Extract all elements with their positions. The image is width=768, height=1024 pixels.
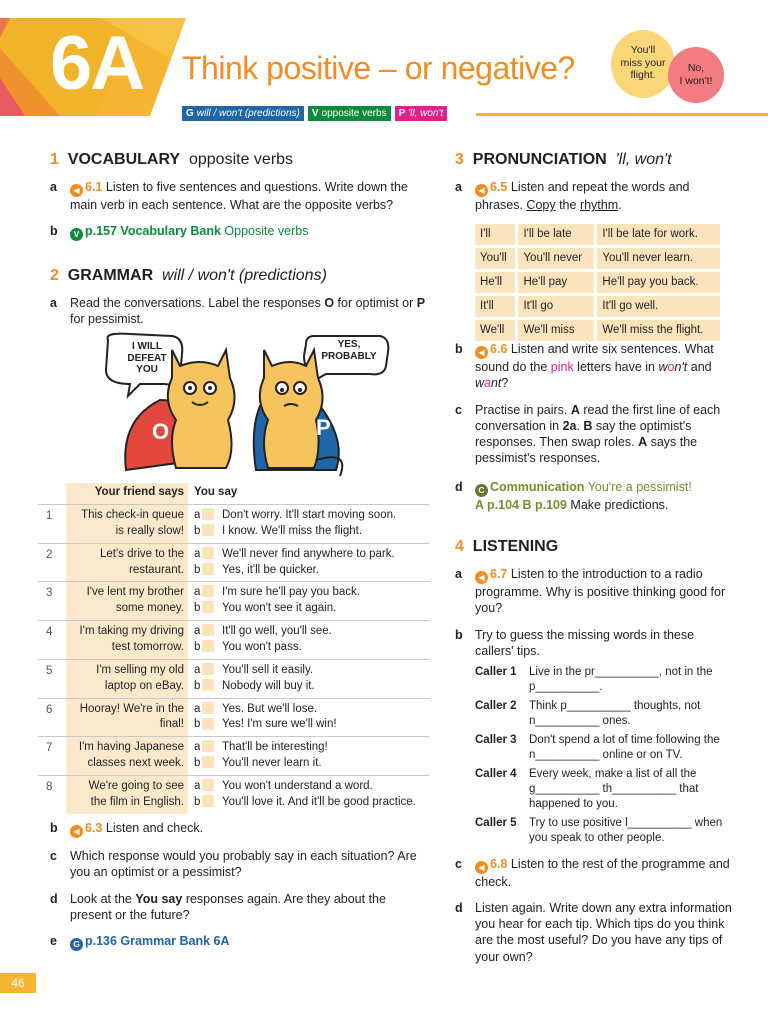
pron-cell: It'll go xyxy=(515,296,594,317)
pron-cell: It'll xyxy=(475,296,515,317)
table-row xyxy=(38,737,430,776)
vocabulary-bank-link[interactable]: p.157 Vocabulary Bank xyxy=(85,224,221,239)
cat-left-letter: O xyxy=(152,419,170,444)
answer-box-b[interactable] xyxy=(202,601,214,613)
page-number: 46 xyxy=(0,973,36,993)
caller-tip xyxy=(475,816,735,846)
conversations-table xyxy=(38,483,430,814)
option-letters: a b xyxy=(194,586,201,615)
exercise-3a: a ◀ 6.5 Listen and repeat the words and phrases. Copy the rhythm. xyxy=(455,180,690,213)
caller-text: Think p__________ thoughts, not n__________ ones. xyxy=(529,700,701,727)
answer-box-a[interactable] xyxy=(202,585,214,597)
pron-cell: We'll miss the flight. xyxy=(594,320,720,341)
audio-icon[interactable]: ◀ xyxy=(475,184,488,197)
caller-tip xyxy=(475,767,735,812)
option-letters: a b xyxy=(194,547,201,576)
friend-says: This check-in queue is really slow! xyxy=(66,504,188,543)
section-vocabulary xyxy=(50,150,430,241)
audio-icon[interactable]: ◀ xyxy=(475,571,488,584)
audio-icon[interactable]: ◀ xyxy=(70,825,83,838)
cat-right-letter: P xyxy=(316,415,331,440)
caller-text: Every week, make a list of all the g__________ th__________ that happened to you. xyxy=(529,767,699,810)
section-listening xyxy=(455,537,735,965)
answer-box-a[interactable] xyxy=(202,740,214,752)
caller-tip xyxy=(475,699,735,729)
responses: That'll be interesting! You'll never learn it. xyxy=(222,741,328,770)
caller-label: Caller 2 xyxy=(475,700,517,713)
grammar-bank-icon: G xyxy=(70,938,83,951)
answer-box-a[interactable] xyxy=(202,508,214,520)
row-number: 5 xyxy=(46,664,53,677)
answer-box-b[interactable] xyxy=(202,640,214,652)
friend-says: We're going to see the film in English. xyxy=(66,775,188,813)
responses: It'll go well, you'll see. You won't pass. xyxy=(222,625,332,653)
audio-track[interactable]: 6.7 xyxy=(490,567,508,582)
pronunciation-table xyxy=(475,221,720,344)
exercise-2e: e G p.136 Grammar Bank 6A xyxy=(50,934,230,949)
caller-label: Caller 4 xyxy=(475,767,517,780)
option-letters: a b xyxy=(194,663,201,692)
option-letters: a b xyxy=(194,625,201,653)
answer-boxes xyxy=(202,659,218,698)
row-number: 1 xyxy=(46,509,53,522)
exercise-2b: b ◀ 6.3 Listen and check. xyxy=(50,821,204,836)
audio-track[interactable]: 6.5 xyxy=(490,180,508,195)
section-pronunciation xyxy=(455,150,735,213)
section-heading: 1 VOCABULARY opposite verbs xyxy=(50,151,294,168)
column-header-friend: Your friend says xyxy=(66,483,188,504)
answer-boxes xyxy=(202,582,218,621)
pron-cell: He'll pay you back. xyxy=(594,272,720,293)
audio-track[interactable]: 6.3 xyxy=(85,821,103,835)
topic-tags xyxy=(182,106,447,121)
column-header-you: You say xyxy=(194,486,238,498)
option-letters: a b xyxy=(194,779,201,808)
grammar-bank-link[interactable]: p.136 Grammar Bank 6A xyxy=(85,934,230,948)
pron-cell: I'll be late xyxy=(515,224,594,245)
answer-box-b[interactable] xyxy=(202,718,214,730)
audio-icon[interactable]: ◀ xyxy=(475,346,488,359)
audio-track[interactable]: 6.6 xyxy=(490,342,508,356)
pron-cell: You'll never learn. xyxy=(594,248,720,269)
row-number: 2 xyxy=(46,548,53,561)
table-row xyxy=(38,621,430,660)
section-heading: 2 GRAMMAR will / won't (predictions) xyxy=(50,267,327,284)
friend-says: I'm taking my driving test tomorrow. xyxy=(66,621,188,660)
pron-cell: I'll xyxy=(475,224,515,245)
exercise-3c: c Practise in pairs. A read the first line of each conversation in 2a. B say the optimist's responses. Then swap roles. A says the pessimist's responses. xyxy=(455,402,721,466)
exercise-4b: b Try to guess the missing words in these callers' tips. xyxy=(455,627,695,658)
answer-boxes xyxy=(202,698,218,737)
answer-box-a[interactable] xyxy=(202,663,214,675)
pron-cell: He'll pay xyxy=(515,272,594,293)
option-letters: a b xyxy=(194,702,201,731)
communication-icon: C xyxy=(475,484,488,497)
exercise-4c: c ◀ 6.8 Listen to the rest of the programme and check. xyxy=(455,856,730,889)
unit-number: 6A xyxy=(50,21,144,106)
option-letters: a b xyxy=(194,741,201,770)
friend-says: I've lent my brother some money. xyxy=(66,582,188,621)
caller-tip xyxy=(475,733,735,763)
table-row xyxy=(38,659,430,698)
responses: I'm sure he'll pay you back. You won't see it again. xyxy=(222,586,360,615)
audio-icon[interactable]: ◀ xyxy=(475,861,488,874)
header-rule xyxy=(476,113,768,116)
exercise-2a: a Read the conversations. Label the responses O for optimist or P for pessimist. xyxy=(50,296,426,327)
audio-track[interactable]: 6.1 xyxy=(85,180,103,195)
pronunciation-tag: P 'll, won't xyxy=(395,106,448,121)
pron-cell: I'll be late for work. xyxy=(594,224,720,245)
table-row xyxy=(38,504,430,543)
exercise-1b: b V p.157 Vocabulary Bank Opposite verbs xyxy=(50,224,309,240)
caller-text: Don't spend a lot of time following the n__________ online or on TV. xyxy=(529,733,720,761)
cat-right-speech-text: YES, PROBABLY xyxy=(321,339,377,362)
pron-cell: He'll xyxy=(475,272,515,293)
answer-box-b[interactable] xyxy=(202,563,214,575)
pron-cell: You'll never xyxy=(515,248,594,269)
page-title: Think positive – or negative? xyxy=(182,50,575,86)
table-row xyxy=(38,582,430,621)
answer-box-b[interactable] xyxy=(202,524,214,536)
grammar-tag: G will / won't (predictions) xyxy=(182,106,304,121)
callers-list xyxy=(455,665,735,845)
exercise-3b: b ◀ 6.6 Listen and write six sentences. What sound do the pink letters have in won't and want? xyxy=(455,342,714,391)
section-heading: 4 LISTENING xyxy=(455,538,559,555)
exercise-2d: d Look at the You say responses again. Are they about the present or the future? xyxy=(50,891,386,922)
pron-cell: We'll miss xyxy=(515,320,594,341)
pron-row xyxy=(475,296,720,317)
exercise-3d: d C Communication You're a pessimist! A p.104 B p.109 Make predictions. xyxy=(455,479,692,512)
pron-row xyxy=(475,248,720,269)
responses: You'll sell it easily. Nobody will buy it. xyxy=(222,663,315,692)
answer-box-a[interactable] xyxy=(202,624,214,636)
caller-text: Try to use positive l__________ when you speak to other people. xyxy=(529,816,723,844)
responses: We'll never find anywhere to park. Yes, it'll be quicker. xyxy=(222,547,395,576)
responses: Yes. But we'll lose. Yes! I'm sure we'll win! xyxy=(222,702,337,731)
answer-box-b[interactable] xyxy=(202,679,214,691)
section-heading: 3 PRONUNCIATION 'll, won't xyxy=(455,151,672,168)
answer-box-a[interactable] xyxy=(202,547,214,559)
audio-track[interactable]: 6.8 xyxy=(490,856,508,871)
answer-boxes xyxy=(202,775,218,813)
exercise-2c: c Which response would you probably say in each situation? Are you an optimist or a pessimist? xyxy=(50,849,417,880)
answer-box-b[interactable] xyxy=(202,795,214,807)
answer-box-a[interactable] xyxy=(202,779,214,791)
caller-text: Live in the pr__________, not in the p__________. xyxy=(529,666,713,694)
caller-label: Caller 1 xyxy=(475,666,517,679)
row-number: 3 xyxy=(46,587,53,600)
pron-exercises-bcd xyxy=(455,341,730,513)
speech-bubble-pessimist: No, I won't! xyxy=(668,47,724,103)
answer-boxes xyxy=(202,543,218,582)
row-number: 4 xyxy=(46,626,53,639)
answer-boxes xyxy=(202,504,218,543)
answer-boxes xyxy=(202,737,218,776)
pron-row xyxy=(475,320,720,341)
answer-box-b[interactable] xyxy=(202,756,214,768)
table-row xyxy=(38,698,430,737)
caller-tip xyxy=(475,665,735,695)
table-row xyxy=(38,775,430,813)
pron-row xyxy=(475,272,720,293)
caller-label: Caller 3 xyxy=(475,733,517,746)
answer-box-a[interactable] xyxy=(202,702,214,714)
table-row xyxy=(38,543,430,582)
exercise-1a: a ◀ 6.1 Listen to five sentences and questions. Write down the main verb in each sentence. What are the opposite verbs? xyxy=(50,180,408,213)
option-letters: a b xyxy=(194,508,201,537)
row-number: 7 xyxy=(46,742,53,755)
section-grammar xyxy=(50,266,430,328)
row-number: 8 xyxy=(46,780,53,793)
caller-label: Caller 5 xyxy=(475,816,517,829)
responses: Don't worry. It'll start moving soon. I know. We'll miss the flight. xyxy=(222,508,397,537)
row-number: 6 xyxy=(46,703,53,716)
friend-says: I'm selling my old laptop on eBay. xyxy=(66,659,188,698)
vocabulary-bank-icon: V xyxy=(70,228,83,241)
speech-bubble-optimist: You'll miss your flight. xyxy=(611,30,675,98)
pron-cell: It'll go well. xyxy=(594,296,720,317)
communication-link[interactable]: Communication xyxy=(490,479,585,494)
exercise-4d: d Listen again. Write down any extra information you hear for each tip. Which tips do you think are the most useful? Do you have any tips of your own? xyxy=(455,900,732,964)
pron-cell: We'll xyxy=(475,320,515,341)
friend-says: I'm having Japanese classes next week. xyxy=(66,737,188,776)
pron-cell: You'll xyxy=(475,248,515,269)
cat-left-speech-text: I WILL DEFEAT YOU xyxy=(127,341,167,375)
audio-icon[interactable]: ◀ xyxy=(70,184,83,197)
vocabulary-tag: V opposite verbs xyxy=(308,106,391,121)
friend-says: Let's drive to the restaurant. xyxy=(66,543,188,582)
friend-says: Hooray! We're in the final! xyxy=(66,698,188,737)
responses: You won't understand a word. You'll love it. And it'll be good practice. xyxy=(222,779,416,808)
exercise-4a: a ◀ 6.7 Listen to the introduction to a radio programme. Why is positive thinking good for you? xyxy=(455,567,726,616)
pron-row xyxy=(475,224,720,245)
grammar-exercises-bcde xyxy=(50,820,430,951)
communication-pages[interactable]: A p.104 B p.109 xyxy=(475,497,567,512)
answer-boxes xyxy=(202,621,218,660)
